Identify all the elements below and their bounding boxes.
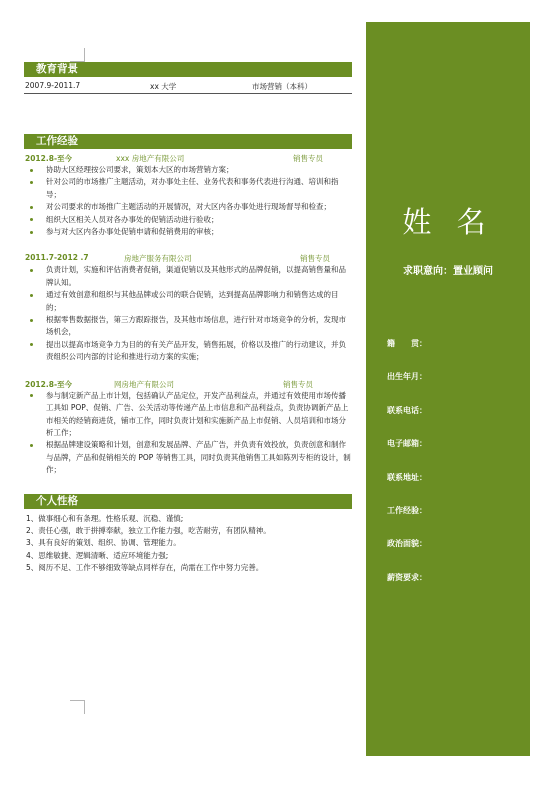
trait-item: 1、做事细心和有条理。性格乐观、沉稳、谨慎; [26,513,184,523]
duty-item: 负责计划，实施和评估消费者促销，渠道促销以及其他形式的品牌促销，以提高销售量和品牌认知。 [24,264,352,289]
sidebar [366,22,530,756]
job-company: 房地产服务有限公司 [124,254,192,264]
crop-mark [70,700,84,701]
trait-item: 2、责任心强，敢于拼搏奉献，独立工作能力强，吃苦耐劳，有团队精神。 [26,525,271,535]
education-header: 教育背景 [24,62,352,77]
duty-item: 针对公司的市场推广主题活动，对办事处主任、业务代表和事务代表进行沟通、培训和指导； [24,176,352,201]
info-label-hometown: 籍 贯： [387,339,427,348]
job-header [24,251,352,264]
info-label-email: 电子邮箱： [387,439,427,449]
crop-mark [84,48,85,62]
info-label-experience: 工作经验： [387,505,427,515]
trait-item: 5、阅历不足、工作不够细致等缺点同样存在，尚需在工作中努力完善。 [26,563,264,573]
work-header: 工作经验 [24,134,352,149]
duty-item: 通过有效创意和组织与其他品牌或公司的联合促销，达到提高品牌影响力和销售达成的目的； [24,289,352,314]
job-period: 2012.8-至今 [25,154,73,163]
job-duties [24,264,352,363]
trait-item: 3、具有良好的策划、组织、协调、管理能力。 [26,538,181,548]
job-company: xxx 房地产有限公司 [116,154,185,163]
job-period: 2012.8-至今 [25,379,73,389]
job-duties [24,164,352,238]
job-intent: 求职意向：置业顾问 [403,266,493,277]
job-position: 销售专员 [300,254,330,264]
job-position: 销售专员 [283,379,313,389]
duty-item: 参与对大区内各办事处促销申请和促销费用的审核； [24,226,352,238]
main-column [24,62,352,575]
info-label-political: 政治面貌： [387,539,427,549]
education-major: 市场营销（本科） [252,82,312,91]
duty-item: 参与制定新产品上市计划，包括确认产品定位，开发产品利益点，并通过有效使用市场传播工具如 POP、促销、广告、公关活动等传递产品上市信息和产品利益点，负责协调新产品上市相关的经销商进货，铺市工作，同时负责计划和实施新产品上市促销、人员培训和市场分析工作； [24,390,352,440]
duty-item: 根据零售数据报告，第三方跟踪报告，及其他市场信息，进行针对市场竞争的分析，发现市场机会， [24,314,352,339]
job-header [24,151,352,164]
education-row [24,77,352,94]
info-list [387,338,427,605]
duty-item: 协助大区经理按公司要求，策划本大区的市场营销方案； [24,164,352,176]
job-period: 2011.7-2012 .7 [25,253,89,263]
info-label-address: 联系地址： [387,472,427,482]
info-label-salary: 薪资要求： [387,572,427,582]
personality-header: 个人性格 [24,494,352,509]
info-label-phone: 联系电话： [387,405,427,415]
duty-item: 组织大区相关人员对各办事处的促销活动进行验收； [24,214,352,226]
education-school: xx 大学 [150,82,177,91]
duty-item: 提出以提高市场竞争力为目的的有关产品开发，销售拓展，价格以及推广的行动建议，并负责组织公司内部的讨论和推进行动方案的实施； [24,339,352,364]
job-position: 销售专员 [293,154,323,163]
duty-item: 根据品牌建设策略和计划，创意和发展品牌、产品广告，并负责有效投放，负责创意和制作与品牌，产品和促销相关的 POP 等销售工具，同时负责其他销售工具如陈列专柜的设计，制作； [24,439,352,476]
personality-list [24,513,352,575]
job-header [24,377,352,390]
job-duties [24,390,352,477]
duty-item: 对公司要求的市场推广主题活动的开展情况，对大区内各办事处进行现场督导和检查； [24,201,352,213]
job-company: 网房地产有限公司 [114,379,174,389]
trait-item: 4、思维敏捷、逻辑清晰、适应环境能力强; [26,550,169,560]
candidate-name: 姓 名 [402,205,494,239]
info-label-birth: 出生年月： [387,372,427,382]
education-period: 2007.9-2011.7 [25,81,81,90]
crop-mark [84,700,85,714]
